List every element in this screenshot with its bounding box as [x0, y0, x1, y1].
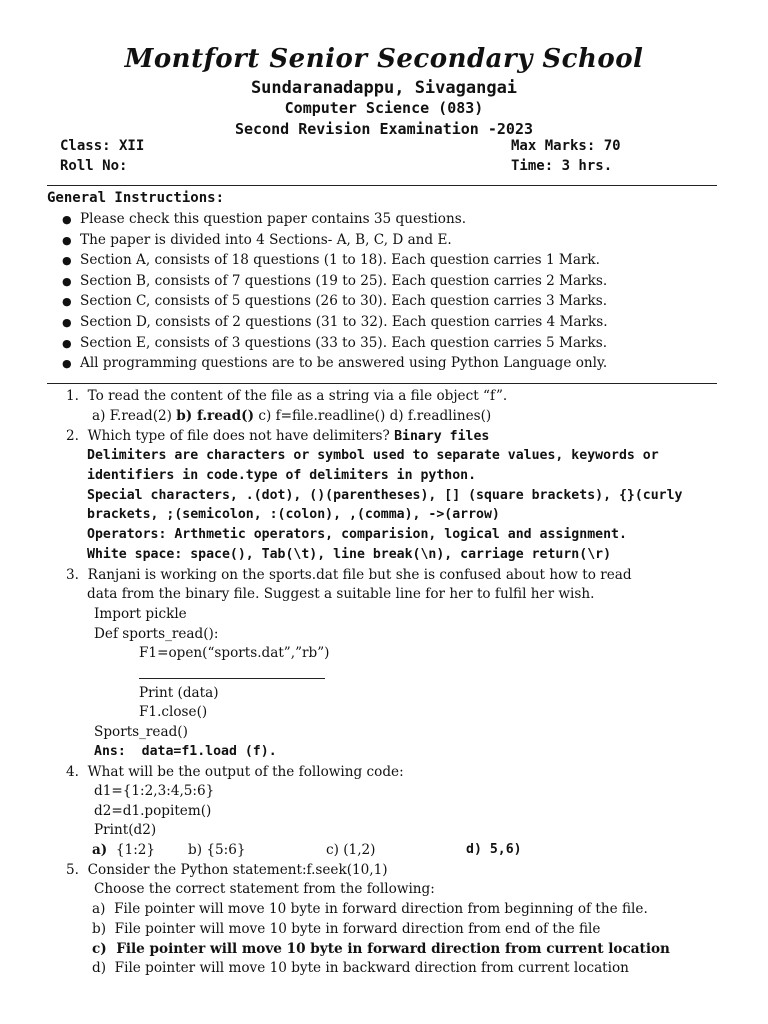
instruction-item: ● All programming questions are to be answered using Python Language only.: [62, 353, 722, 374]
answer-line: identifiers in code.type of delimiters in python.: [87, 468, 477, 483]
instruction-item: ● The paper is divided into 4 Sections- A, B, C, D and E.: [62, 230, 722, 251]
option-b-answer: b) f.read(): [176, 408, 255, 424]
option-b: b) {5:6}: [188, 842, 246, 858]
question-5-line-2: Choose the correct statement from the following:: [94, 881, 435, 897]
answer-line: White space: space(), Tab(\t), line break(\n), carriage return(\r): [87, 547, 612, 562]
option-d: d) f.readlines(): [389, 408, 492, 424]
option-d: d) 5,6): [466, 842, 522, 857]
option-b: b) File pointer will move 10 byte in forward direction from end of the file: [92, 921, 601, 937]
bullet-icon: ●: [62, 213, 72, 226]
code-line: Sports_read(): [94, 724, 188, 740]
code-line: d1={1:2,3:4,5:6}: [94, 783, 215, 799]
question-1: 1. To read the content of the file as a string via a file object “f”.: [66, 388, 508, 404]
bullet-icon: ●: [62, 254, 72, 268]
code-line: d2=d1.popitem(): [94, 803, 212, 819]
option-c: c) (1,2): [326, 842, 376, 858]
instructions-list: [62, 209, 722, 374]
fill-in-blank: [139, 678, 325, 679]
subject-title: Computer Science (083): [284, 99, 484, 117]
question-2-answer: Binary files: [394, 429, 490, 444]
code-line: F1=open(“sports.dat”,”rb”): [139, 645, 330, 661]
instructions-title: General Instructions:: [47, 190, 225, 206]
instruction-item: ● Section C, consists of 5 questions (26 to 30). Each question carries 3 Marks.: [62, 291, 722, 312]
code-line: Import pickle: [94, 606, 187, 622]
option-a: a) {1:2}: [92, 842, 156, 858]
instruction-item: ● Section E, consists of 3 questions (33 to 35). Each question carries 5 Marks.: [62, 333, 722, 354]
exam-title: Second Revision Examination -2023: [234, 120, 533, 138]
question-3-line-2: data from the binary file. Suggest a suitable line for her to fulfil her wish.: [87, 586, 595, 602]
instructions-divider: [47, 383, 717, 384]
bullet-icon: ●: [62, 233, 72, 247]
question-5: 5. Consider the Python statement:f.seek(10,1): [66, 862, 388, 878]
question-2: 2. Which type of file does not have delimiters? Binary files: [66, 428, 490, 444]
question-3-answer: Ans: data=f1.load (f).: [94, 744, 277, 759]
bullet-icon: ●: [62, 336, 72, 350]
time-label: Time: 3 hrs.: [511, 158, 613, 174]
instruction-item: ● Please check this question paper contains 35 questions.: [62, 209, 722, 230]
school-name: Montfort Senior Secondary School: [124, 44, 644, 74]
instruction-item: ● Section B, consists of 7 questions (19 to 25). Each question carries 2 Marks.: [62, 271, 722, 292]
answer-line: Operators: Arthmetic operators, comparision, logical and assignment.: [87, 527, 627, 542]
instruction-item: ● Section A, consists of 18 questions (1 to 18). Each question carries 1 Mark.: [62, 250, 722, 271]
answer-line: Delimiters are characters or symbol used to separate values, keywords or: [87, 448, 659, 463]
code-line: Print (data): [139, 685, 219, 701]
header-divider: [47, 185, 717, 186]
option-a: a) F.read(2): [92, 408, 172, 424]
option-d: d) File pointer will move 10 byte in backward direction from current location: [92, 960, 629, 976]
school-location: Sundaranadappu, Sivagangai: [250, 78, 518, 98]
bullet-icon: ●: [62, 315, 72, 329]
code-line: Def sports_read():: [94, 626, 219, 642]
max-marks-label: Max Marks: 70: [511, 138, 621, 154]
roll-number-label: Roll No:: [60, 158, 128, 174]
option-c: c) f=file.readline(): [258, 408, 386, 424]
class-label: Class: XII: [60, 138, 145, 154]
code-line: F1.close(): [139, 704, 208, 720]
code-line: Print(d2): [94, 822, 157, 838]
bullet-icon: ●: [62, 295, 72, 309]
question-4: 4. What will be the output of the following code:: [66, 764, 404, 780]
answer-line: Special characters, .(dot), ()(parentheses), [] (square brackets), {}(curly: [87, 488, 683, 503]
question-3: 3. Ranjani is working on the sports.dat file but she is confused about how to read: [66, 567, 632, 583]
answer-line: brackets, ;(semicolon, :(colon), ,(comma), ->(arrow): [87, 507, 500, 522]
bullet-icon: ●: [62, 357, 72, 371]
bullet-icon: ●: [62, 274, 72, 288]
option-c-answer: c) File pointer will move 10 byte in forward direction from current location: [92, 941, 670, 957]
option-a: a) File pointer will move 10 byte in forward direction from beginning of the file.: [92, 901, 648, 917]
question-1-options: [92, 406, 491, 426]
instruction-item: ● Section D, consists of 2 questions (31 to 32). Each question carries 4 Marks.: [62, 312, 722, 333]
